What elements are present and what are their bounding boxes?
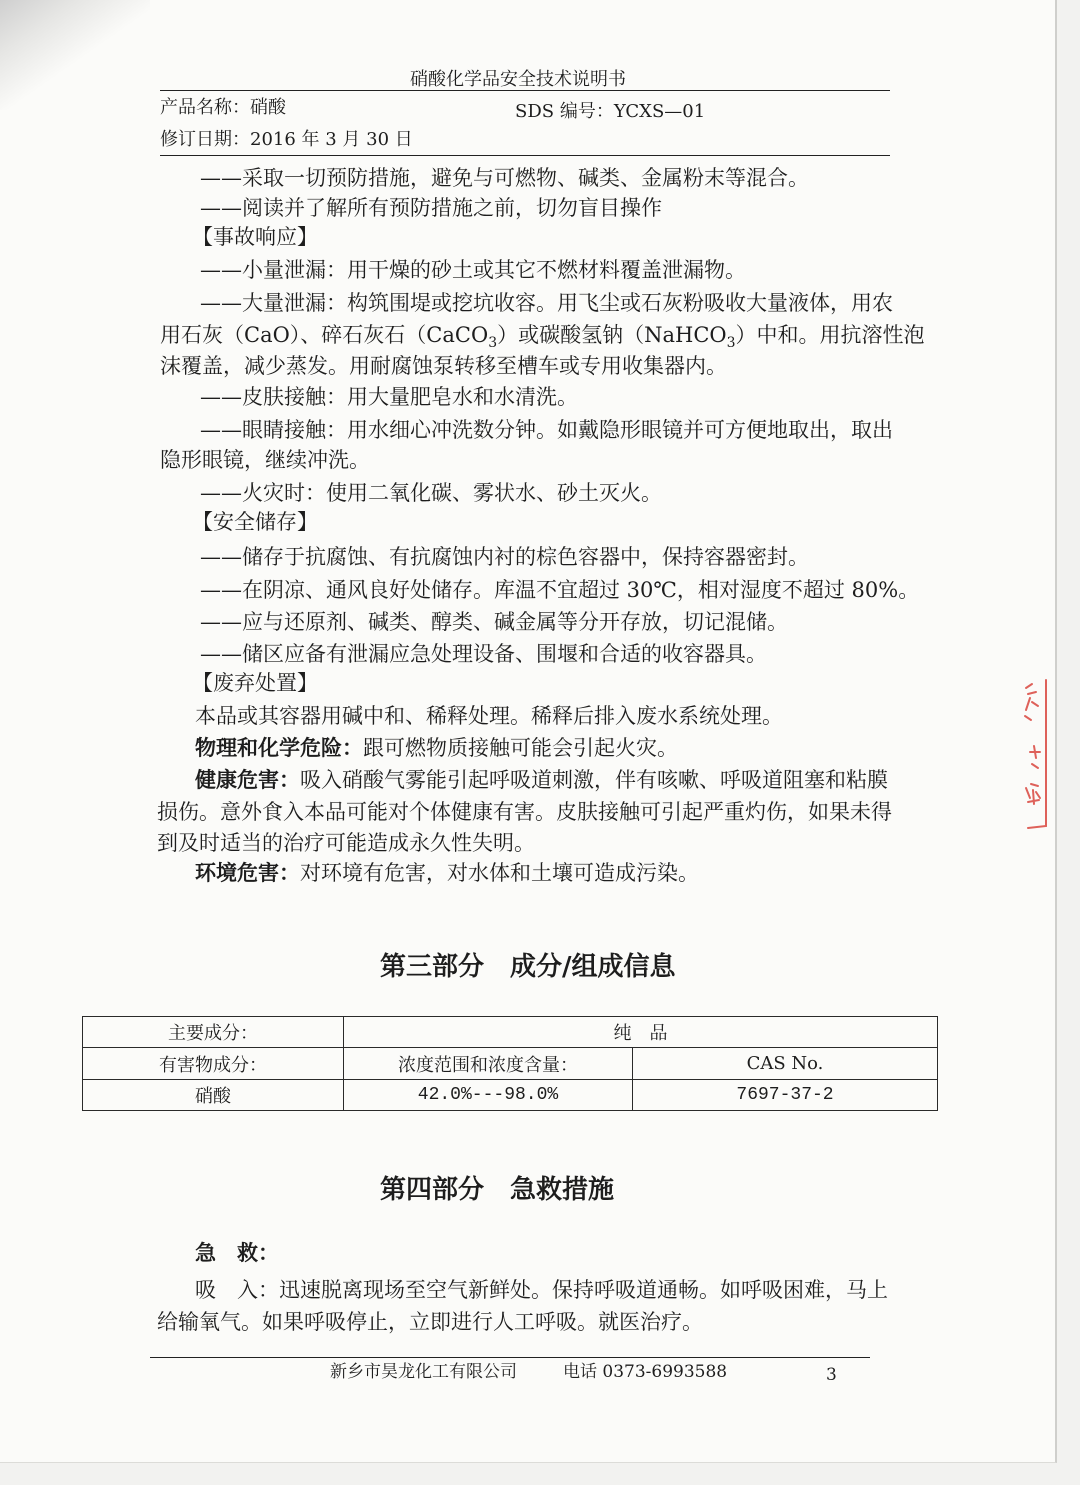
cas-header: CAS No. [633,1048,938,1080]
revision-date: 修订日期：2016 年 3 月 30 日 [160,129,413,150]
eye-contact-line: 隐形眼镜，继续冲洗。 [160,448,370,472]
precaution-line: ——采取一切预防措施，避免与可燃物、碱类、金属粉末等混合。 [200,166,809,190]
storage-line: ——在阴凉、通风良好处储存。库温不宜超过 30℃，相对湿度不超过 80%。 [200,578,920,602]
concentration-header: 浓度范围和浓度含量： [344,1048,633,1080]
subscript: 3 [726,335,736,351]
red-seal-stamp [1022,676,1056,836]
environment-hazard-line [195,861,699,885]
large-spill-line: 沫覆盖，减少蒸发。用耐腐蚀泵转移至槽车或专用收集器内。 [160,354,727,378]
health-hazard-text: 吸入硝酸气雾能引起呼吸道刺激，伴有咳嗽、呼吸道阻塞和粘膜 [300,768,888,792]
large-spill-line: ——大量泄漏：构筑围堤或挖坑收容。用飞尘或石灰粉吸收大量液体，用农 [200,291,893,315]
section4-title [380,1175,614,1205]
product-name: 产品名称：硝酸 [160,97,286,118]
composition-table [82,1016,938,1111]
storage-line: ——应与还原剂、碱类、醇类、碱金属等分开存放，切记混储。 [200,610,788,634]
scan-corner-shadow [0,0,150,110]
footer-company: 新乡市昊龙化工有限公司 [330,1362,517,1382]
precaution-line: ——阅读并了解所有预防措施之前，切勿盲目操作 [200,196,662,220]
storage-heading: 【安全储存】 [192,510,318,534]
skin-contact-line: ——皮肤接触：用大量肥皂水和水清洗。 [200,385,578,409]
table-row [83,1080,938,1111]
section4-name: 急救措施 [510,1175,615,1205]
section4-part: 第四部分 [380,1175,485,1205]
large-spill-text: 用石灰（CaO）、碎石灰石（CaCO [160,323,489,347]
eye-contact-line: ——眼睛接触：用水细心冲洗数分钟。如戴隐形眼镜并可方便地取出，取出 [200,418,893,442]
footer-phone: 电话 0373-6993588 [563,1362,728,1382]
hazardous-component-label: 有害物成分： [83,1048,344,1080]
health-hazard-line: 损伤。意外食入本品可能对个体健康有害。皮肤接触可引起严重灼伤，如果未得 [157,800,892,824]
header-rule-top [160,90,890,91]
fire-line: ——火灾时：使用二氧化碳、雾状水、砂土灭火。 [200,481,662,505]
page-number: 3 [826,1365,837,1385]
large-spill-text: ）或碳酸氢钠（NaHCO [497,323,727,347]
first-aid-label: 急 救： [195,1240,279,1265]
health-hazard-line [195,768,888,792]
section3-part: 第三部分 [380,952,485,982]
disposal-text: 本品或其容器用碱中和、稀释处理。稀释后排入废水系统处理。 [195,704,783,728]
section3-title [380,952,676,982]
subscript: 3 [488,335,498,351]
inhalation-line: 给输氧气。如果呼吸停止，立即进行人工呼吸。就医治疗。 [157,1310,703,1334]
small-spill-line: ——小量泄漏：用干燥的砂土或其它不燃材料覆盖泄漏物。 [200,258,746,282]
inhalation-line [195,1278,888,1302]
storage-line: ——储区应备有泄漏应急处理设备、围堰和合适的收容器具。 [200,642,767,666]
environment-hazard-label: 环境危害： [195,860,300,885]
document-title: 硝酸化学品安全技术说明书 [410,69,626,90]
large-spill-text: ）中和。用抗溶性泡 [735,323,925,347]
concentration-value: 42.0%---98.0% [344,1080,633,1111]
disposal-heading: 【废弃处置】 [192,671,318,695]
main-component-value: 纯 品 [344,1017,938,1048]
large-spill-line [160,323,925,350]
physical-hazard-label: 物理和化学危险： [195,735,363,760]
environment-hazard-text: 对环境有危害，对水体和土壤可造成污染。 [300,861,699,885]
sds-number: SDS 编号：YCXS—01 [515,101,706,122]
storage-line: ——储存于抗腐蚀、有抗腐蚀内衬的棕色容器中，保持容器密封。 [200,545,809,569]
health-hazard-label: 健康危害： [195,767,300,792]
inhalation-text: 迅速脱离现场至空气新鲜处。保持呼吸道通畅。如呼吸困难，马上 [279,1278,888,1302]
footer-rule [150,1357,870,1358]
physical-hazard-text: 跟可燃物质接触可能会引起火灾。 [363,736,678,760]
header-rule-bottom [160,155,890,156]
substance-name: 硝酸 [83,1080,344,1111]
section3-name: 成分/组成信息 [510,952,676,982]
physical-hazard-line [195,736,678,760]
response-heading: 【事故响应】 [192,225,318,249]
health-hazard-line: 到及时适当的治疗可能造成永久性失明。 [157,831,535,855]
inhalation-label: 吸 入： [195,1278,279,1302]
table-row [83,1017,938,1048]
cas-number: 7697-37-2 [633,1080,938,1111]
table-row [83,1048,938,1080]
main-component-label: 主要成分： [83,1017,344,1048]
